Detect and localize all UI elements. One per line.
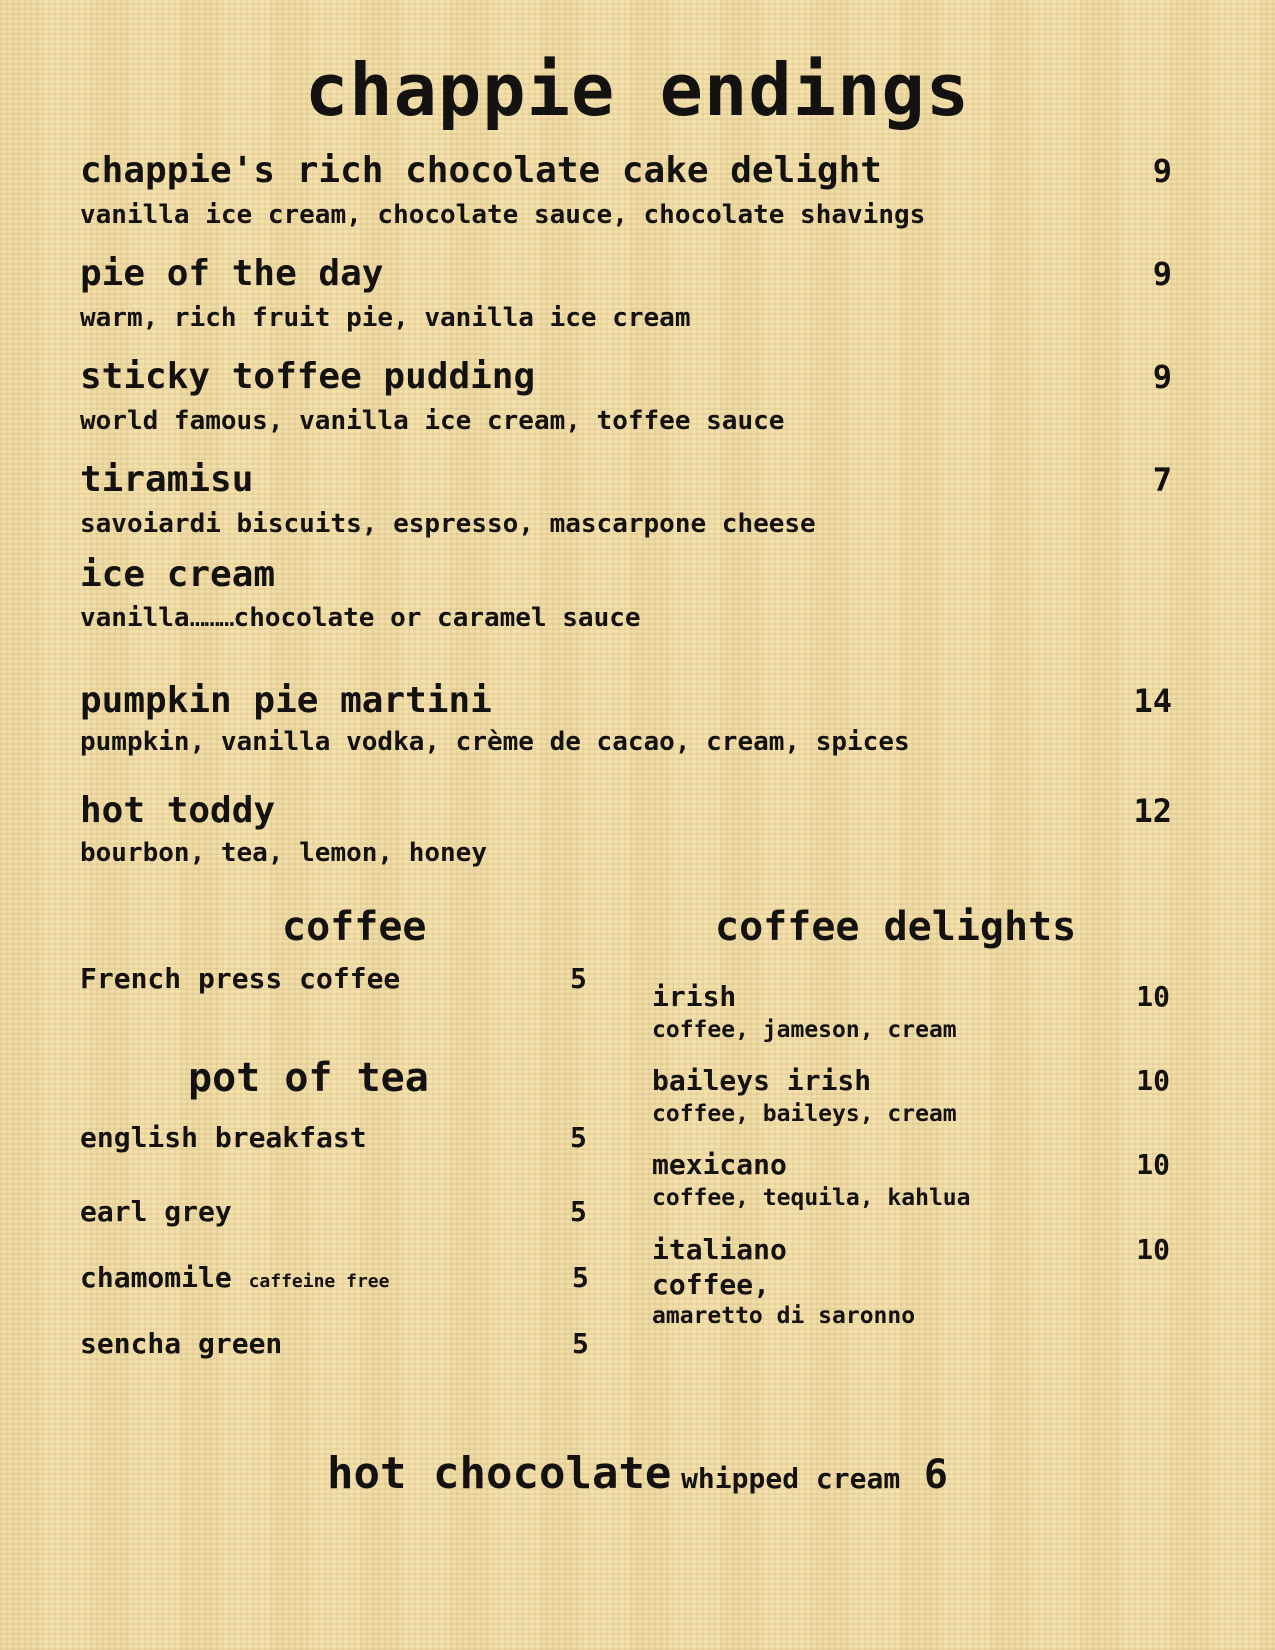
- dessert-price: 7: [1152, 461, 1172, 499]
- hot-chocolate-desc: whipped cream: [681, 1462, 901, 1495]
- drink-desc: bourbon, tea, lemon, honey: [80, 838, 487, 868]
- coffee-heading: coffee: [282, 904, 427, 950]
- dessert-price: 9: [1152, 358, 1172, 396]
- ice-cream-flavor: vanilla: [80, 603, 190, 633]
- dessert-desc: savoiardi biscuits, espresso, mascarpone cheese: [80, 509, 816, 539]
- caffeine-note: caffeine free: [248, 1271, 390, 1292]
- ice-cream-sauce: chocolate or caramel sauce: [233, 603, 641, 633]
- menu-title: chappie endings: [304, 48, 971, 132]
- coffee-delight-desc: coffee,: [652, 1268, 771, 1301]
- coffee-delight-price: 10: [1136, 1148, 1170, 1181]
- coffee-delight-desc-continued: amaretto di saronno: [652, 1303, 916, 1329]
- dessert-desc: warm, rich fruit pie, vanilla ice cream: [80, 303, 691, 333]
- dessert-name: chappie's rich chocolate cake delight: [80, 150, 882, 191]
- tea-item-price: 5: [572, 1261, 589, 1294]
- coffee-delight-name: irish: [652, 980, 737, 1013]
- dessert-desc: vanilla ice cream, chocolate sauce, chocolate shavings: [80, 200, 926, 230]
- tea-item-price: 5: [570, 1195, 587, 1228]
- dessert-name: tiramisu: [80, 459, 254, 500]
- drink-price: 12: [1133, 792, 1172, 830]
- hot-chocolate-price: 6: [923, 1452, 948, 1498]
- coffee-delight-desc: coffee, tequila, kahlua: [652, 1185, 971, 1211]
- tea-heading: pot of tea: [188, 1055, 429, 1101]
- drink-name: pumpkin pie martini: [80, 680, 492, 721]
- tea-item-price: 5: [570, 1121, 587, 1154]
- tea-item-name: [80, 1261, 389, 1294]
- coffee-delight-desc: coffee, jameson, cream: [652, 1017, 957, 1043]
- hot-chocolate-line: [0, 1448, 1275, 1499]
- coffee-delight-name: baileys irish: [652, 1064, 872, 1097]
- drink-price: 14: [1133, 682, 1172, 720]
- coffee-delight-price: 10: [1136, 980, 1170, 1013]
- drink-desc: pumpkin, vanilla vodka, crème de cacao, cream, spices: [80, 727, 910, 757]
- dessert-name: pie of the day: [80, 253, 384, 294]
- hot-chocolate-name: hot chocolate: [327, 1448, 672, 1499]
- coffee-item-price: 5: [570, 962, 587, 995]
- coffee-delights-heading: coffee delights: [715, 904, 1077, 950]
- ice-cream-name: ice cream: [80, 554, 276, 595]
- tea-item-label: chamomile: [80, 1261, 232, 1294]
- coffee-delight-name: mexicano: [652, 1148, 787, 1181]
- dessert-name: sticky toffee pudding: [80, 356, 536, 397]
- ice-cream-desc: [80, 603, 641, 633]
- coffee-delight-name: italiano: [652, 1233, 787, 1266]
- coffee-delight-price: 10: [1136, 1233, 1170, 1266]
- dessert-desc: world famous, vanilla ice cream, toffee sauce: [80, 406, 785, 436]
- leader-dots: ………: [189, 603, 234, 633]
- tea-item-name: sencha green: [80, 1327, 283, 1360]
- coffee-delight-desc: coffee, baileys, cream: [652, 1101, 957, 1127]
- coffee-delight-price: 10: [1136, 1064, 1170, 1097]
- dessert-price: 9: [1152, 152, 1172, 190]
- tea-item-name: earl grey: [80, 1195, 232, 1228]
- tea-item-name: english breakfast: [80, 1121, 367, 1154]
- dessert-price: 9: [1152, 255, 1172, 293]
- tea-item-price: 5: [572, 1327, 589, 1360]
- coffee-item-name: French press coffee: [80, 962, 401, 995]
- drink-name: hot toddy: [80, 790, 276, 831]
